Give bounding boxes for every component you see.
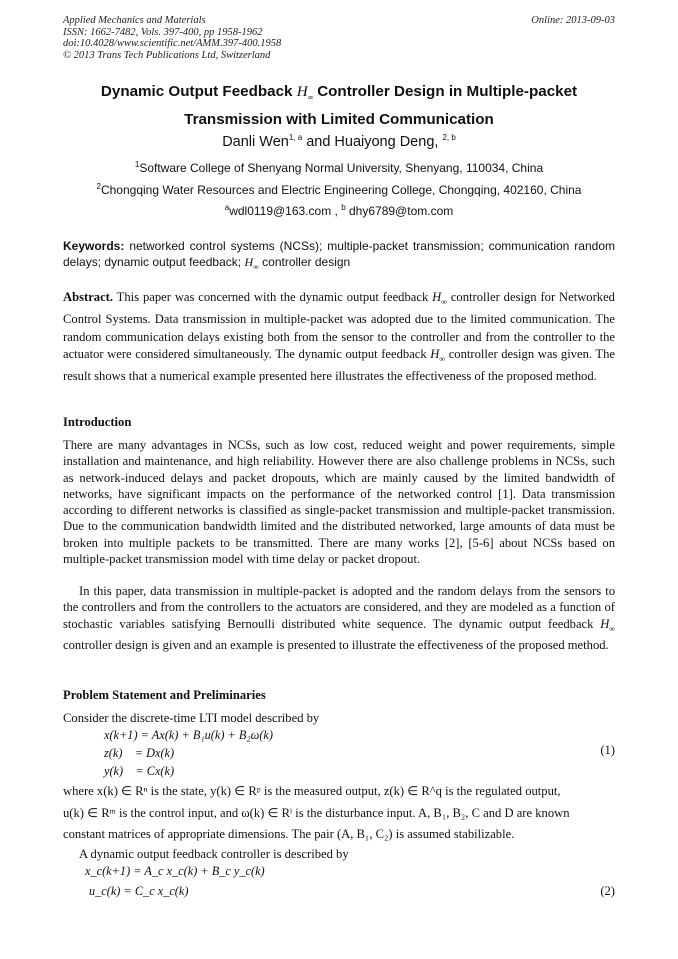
email-b: dhy6789@tom.com	[345, 204, 454, 218]
author-1: Danli Wen	[222, 133, 289, 150]
affiliation-2: $^2$Chongqing Water Resources and Electric Engineering College, Chongqing, 402160, China	[96, 182, 582, 197]
title-part2: Controller Design in Multiple-packet	[317, 83, 578, 100]
controller-intro: A dynamic output feedback controller is described by	[79, 847, 349, 861]
where-line-2: u(k) ∈ Rᵐ is the control input, and ω(k) ∈ Rˡ is the disturbance input. A, B₁, B₂, C and D are known	[63, 806, 570, 820]
keywords-label: Keywords:	[63, 239, 125, 253]
h-infinity-symbol: $H_\infty$	[600, 616, 615, 634]
online-date: Online: 2013-09-03	[531, 15, 615, 26]
equation-1-line-2: z(k) = Dx(k)	[104, 746, 175, 760]
equation-1-number: (1)	[600, 743, 615, 757]
title-line2: Transmission with Limited Communication	[184, 111, 494, 129]
journal-issn: ISSN: 1662-7482, Vols. 397-400, pp 1958-1962	[63, 26, 263, 38]
title-part1: Dynamic Output Feedback	[100, 83, 293, 100]
author-list: Danli Wen$^{1, a}$ and Huaiyong Deng, $^{2, b}$	[222, 133, 456, 150]
equation-2-line-1: x_c(k+1) = A_c x_c(k) + B_c y_c(k)	[85, 864, 265, 878]
author-emails: $^a$wdl0119@163.com , $^b$ dhy6789@tom.com	[224, 203, 454, 218]
email-a: wdl0119@163.com ,	[229, 204, 342, 218]
introduction-paragraph-1: There are many advantages in NCSs, such as low cost, reduced weight and power requirements, simple installation and maintenance, and high reliability. However there are also challenge problems in NCSs, such as network-induced delays and packet dropouts, which are mainly caused by the limited bandwidth of networks, have significant impacts on the performance of the networked control [1]. Data transmission according to different networks is classified as single-packet transmission and multiple-packet transmission. Due to the communication bandwidth limited and the distributed networked, large amounts of data must be broken into multiple packets to be transmitted. There are many works [2], [5-6] about NCSs based on multiple-packet transmission model with time delay or packet dropout.	[63, 438, 615, 567]
section-heading-introduction: Introduction	[63, 415, 132, 429]
introduction-paragraph-2: In this paper, data transmission in multiple-packet is adopted and the random delays from the sensors to the controllers and from the controllers to the actuators are considered, and they are modeled as a function of stochastic variables satisfying Bernoulli distributed white sequence. The dynamic output feedback $H_\infty$ controller design is given and an example is presented to illustrate the effectiveness of the proposed method.	[63, 584, 615, 653]
h-infinity-symbol: $H_\infty$	[244, 255, 259, 272]
equation-2-number: (2)	[600, 884, 615, 898]
model-intro: Consider the discrete-time LTI model described by	[63, 711, 320, 725]
abstract: Abstract. This paper was concerned with the dynamic output feedback $H_\infty$ controller design for Networked Control Systems. Data transmission in multiple-packet was adopted due to the limited communication. The random communication delays existing both from the sensor to the controller and from the controller to the actuator were considered simultaneously. The dynamic output feedback $H_\infty$ controller design was given. The result shows that a numerical example presented here illustrates the effectiveness of the proposed method.	[63, 290, 615, 384]
affiliation-1: $^1$Software College of Shenyang Normal University, Shenyang, 110034, China	[134, 160, 544, 175]
where-line-3: constant matrices of appropriate dimensions. The pair (A, B₁, C₂) is assumed stabilizable.	[63, 827, 515, 841]
keywords: Keywords: networked control systems (NCSs); multiple-packet transmission; communication random delays; dynamic output feedback; $H_\infty$ controller design	[63, 239, 615, 272]
where-line-1: where x(k) ∈ Rⁿ is the state, y(k) ∈ Rᵖ is the measured output, z(k) ∈ R^q is the regulated output,	[63, 784, 561, 798]
equation-2-line-2: u_c(k) = C_c x_c(k)	[89, 884, 189, 898]
h-infinity-symbol: $H_\infty$	[432, 290, 447, 307]
paper-title	[63, 81, 615, 131]
equation-1-line-1: x(k+1) = Ax(k) + B₁u(k) + B₂ω(k)	[104, 728, 273, 742]
journal-name: Applied Mechanics and Materials	[63, 15, 206, 26]
h-infinity-symbol: $H_\infty$	[430, 347, 446, 364]
h-infinity-symbol: $H_\infty$	[296, 83, 314, 103]
journal-header	[63, 15, 615, 61]
journal-copyright: © 2013 Trans Tech Publications Ltd, Switzerland	[63, 49, 271, 61]
journal-doi: doi:10.4028/www.scientific.net/AMM.397-400.1958	[63, 38, 282, 49]
abstract-label: Abstract.	[63, 290, 114, 304]
equation-1-line-3: y(k) = Cx(k)	[104, 764, 175, 778]
section-heading-problem-statement: Problem Statement and Preliminaries	[63, 688, 266, 702]
